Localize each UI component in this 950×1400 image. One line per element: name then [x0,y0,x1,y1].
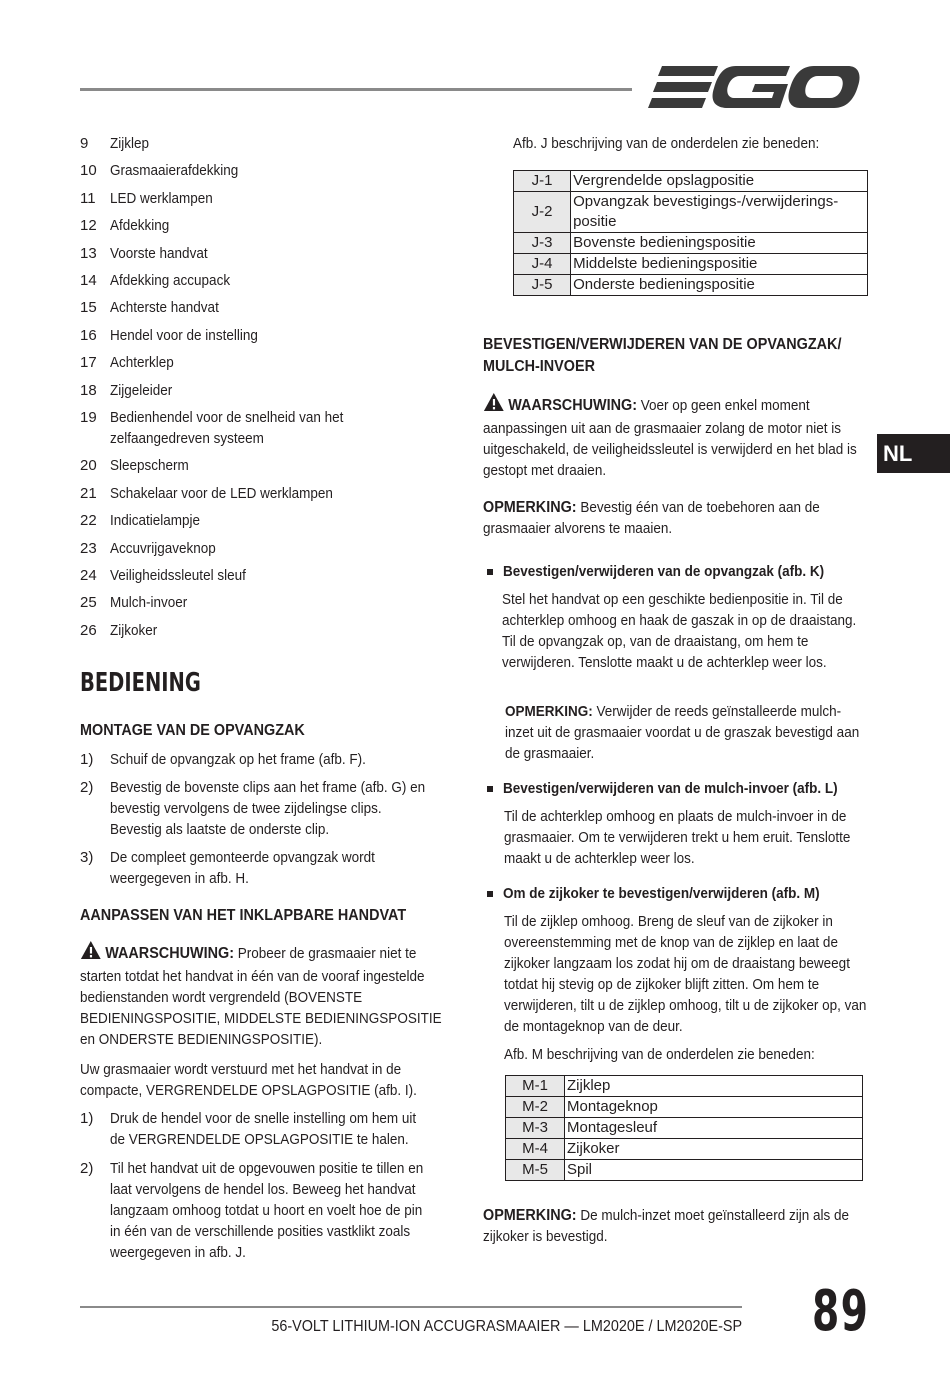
parts-list [80,133,480,647]
ego-logo [648,62,860,118]
section-title: BEDIENING [80,668,201,698]
attach-warning: WAARSCHUWING: Voer op geen enkel moment aanpassingen uit aan de grasmaaier zolang de motor niet is uitgeschakeld, de veiligheidssleutel is verwijderd en het blad is gestopt met draaien. [483,392,861,481]
note-label: OPMERKING: [505,703,593,720]
header-rule [80,88,632,91]
warning-label: WAARSCHUWING: [105,945,234,962]
bullet-note: OPMERKING: Verwijder de reeds geïnstalleerde mulch-inzet uit de grasmaaier voordat u de graszak bevestigd aan de grasmaaier. [505,703,860,762]
list-item: 2) Til het handvat uit de opgevouwen positie te tillen en laat vervolgens de hendel los. Beweeg het handvat langzaam omhoog totdat u hoort en voelt hoe de pin in één van de verschillende posities vastklikt zoals weergegeven in afb. J. [80,1160,424,1261]
warning-icon [80,940,102,966]
table-row: J-1 Vergrendelde opslagpositie [514,171,868,192]
list-item: 15 Achterste handvat [80,299,219,317]
list-item: 26 Zijkoker [80,621,158,639]
list-item: 2) Bevestig de bovenste clips aan het frame (afb. G) en bevestig vervolgens de twee zijdelingse clips. Bevestig als laatste de onderste clip. [80,779,426,838]
table-row: J-2 Opvangzak bevestigings-/verwijderings-positie [514,192,868,233]
bullet-item: Om de zijkoker te bevestigen/verwijderen (afb. M) [483,883,855,904]
language-tab: NL [877,434,950,473]
list-item: 12 Afdekking [80,217,170,235]
list-item: 14 Afdekking accupack [80,271,231,289]
table-row: J-5 Onderste bedieningspositie [514,275,868,296]
final-note: OPMERKING: De mulch-inzet moet geïnstalleerd zijn als de zijkoker is bevestigd. [483,1207,849,1245]
list-item: 13 Voorste handvat [80,244,208,262]
table-m [505,1075,863,1181]
list-item: 18 Zijgeleider [80,381,173,399]
montage-title: MONTAGE VAN DE OPVANGZAK [80,722,305,739]
footer-rule [80,1306,742,1308]
list-item: 11 LED werklampen [80,189,213,207]
table-row: M-2 Montageknop [506,1097,863,1118]
table-row: M-5 Spil [506,1160,863,1181]
handle-warning: WAARSCHUWING: Probeer de grasmaaier niet te starten totdat het handvat in één van de vooraf ingestelde bedienstanden wordt vergrendeld (BOVENSTE BEDIENINGSPOSITIE, MIDDELSTE BEDIENINGSPOSITIE en ONDERSTE BEDIENINGSPOSITIE). [80,940,458,1050]
table-j-caption: Afb. J beschrijving van de onderdelen zie beneden: [513,135,820,152]
bullet-text: Stel het handvat op een geschikte bedienpositie in. Til de achterklep omhoog en haak de gaszak in op de draaistang. Til de opvangzak op, van de draaistang, om hem te verwijderen. Tenslotte maakt u de achterklep weer los. [502,591,857,671]
table-row: J-3 Bovenste bedieningspositie [514,233,868,254]
warning-icon [483,392,505,418]
footer-title: 56-VOLT LITHIUM-ION ACCUGRASMAAIER — LM2020E / LM2020E-SP [271,1318,742,1335]
list-item: 22 Indicatielampje [80,512,201,530]
bullet-marker [487,569,493,575]
attach-note: OPMERKING: Bevestig één van de toebehoren aan de grasmaaier alvorens te maaien. [483,499,820,537]
list-item: 9 Zijklep [80,135,150,152]
attach-title: BEVESTIGEN/VERWIJDEREN VAN DE OPVANGZAK/ MULCH-INVOER [483,336,842,375]
bullet-text: Til de achterklep omhoog en plaats de mulch-invoer in de grasmaaier. Om te verwijderen trekt u hem eruit. Tenslotte maakt u de achterklep weer los. [504,808,851,867]
list-item: 17 Achterklep [80,354,174,372]
bullet-marker [487,891,493,897]
list-item: 19 Bedienhendel voor de snelheid van het zelfaangedreven systeem [80,408,344,447]
table-row: M-4 Zijkoker [506,1139,863,1160]
table-row: M-3 Montagesleuf [506,1118,863,1139]
bullet-item: Bevestigen/verwijderen van de mulch-invoer (afb. L) [483,778,875,799]
table-row: J-4 Middelste bedieningspositie [514,254,868,275]
bullet-text: Til de zijklep omhoog. Breng de sleuf van de zijkoker in overeenstemming met de knop van de zijklep en laat de zijkoker langzaam los zodat hij om de draaistang beweegt totdat hij stevig op de zijkoker blijft zitten. Om hem te verwijderen, tilt u de zijklep omhoog, tilt u de zijkoker op, van de montageknop van de deur. [504,913,867,1035]
handle-title: AANPASSEN VAN HET INKLAPBARE HANDVAT [80,907,407,924]
table-m-caption: Afb. M beschrijving van de onderdelen zie beneden: [504,1046,815,1063]
page-number: 89 [812,1279,870,1344]
list-item: 23 Accuvrijgaveknop [80,539,216,557]
warning-label: WAARSCHUWING: [508,397,637,414]
bullet-item: Bevestigen/verwijderen van de opvangzak (afb. K) [483,561,860,582]
handle-steps [80,1108,462,1263]
list-item: 16 Hendel voor de instelling [80,326,258,344]
montage-steps [80,749,462,889]
handle-paragraph: Uw grasmaaier wordt verstuurd met het handvat in de compacte, VERGRENDELDE OPSLAGPOSITIE (afb. I). [80,1061,417,1099]
list-item: 21 Schakelaar voor de LED werklampen [80,484,333,502]
list-item: 25 Mulch-invoer [80,594,188,612]
note-label: OPMERKING: [483,499,577,516]
bullet-marker [487,786,493,792]
list-item: 1) Schuif de opvangzak op het frame (afb. F). [80,751,366,768]
table-row: M-1 Zijklep [506,1076,863,1097]
table-j [513,170,868,296]
list-item: 10 Grasmaaierafdekking [80,162,239,180]
list-item: 1) Druk de hendel voor de snelle instelling om hem uit de VERGRENDELDE OPSLAGPOSITIE te halen. [80,1110,417,1148]
note-label: OPMERKING: [483,1207,577,1224]
list-item: 20 Sleepscherm [80,457,189,475]
list-item: 24 Veiligheidssleutel sleuf [80,566,246,584]
list-item: 3) De compleet gemonteerde opvangzak wordt weergegeven in afb. H. [80,849,375,887]
